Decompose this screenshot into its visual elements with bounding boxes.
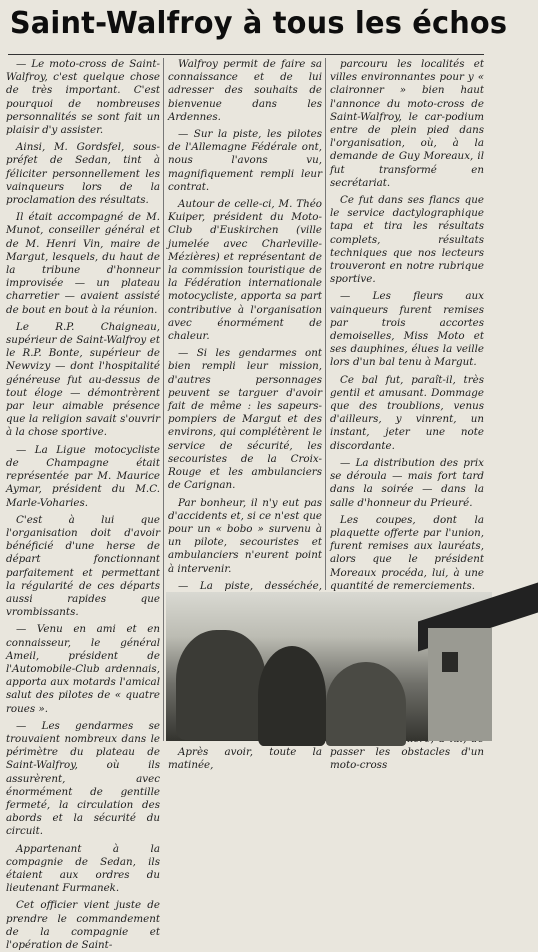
paragraph: Par bonheur, il n'y eut pas d'accidents et, si ce n'est que pour un « bobo » survenu à un pilote, secouristes et ambulanciers n'eurent point à intervenir.	[168, 496, 322, 575]
paragraph: — La Ligue motocycliste de Champagne était représentée par M. Maurice Aymar, président du M.C. Marle-Voharies.	[6, 443, 160, 509]
paragraph: Après avoir, toute la matinée,	[168, 746, 322, 772]
paragraph: — Le moto-cross de Saint-Walfroy, c'est quelque chose de très important. C'est pourquoi de nombreuses personnalités se sont fait un plaisir d'y assister.	[6, 58, 160, 137]
tree-shape	[258, 646, 326, 746]
column-2	[168, 58, 322, 772]
paragraph: Walfroy permit de faire sa connaissance et de lui adresser des souhaits de bienvenue dans les Ardennes.	[168, 58, 322, 123]
tree-shape	[326, 662, 406, 746]
column-divider	[163, 58, 164, 741]
headline: Saint-Walfroy à tous les échos	[9, 6, 508, 41]
paragraph: Ce fut dans ses flancs que le service dactylographique tapa et tira les résultats complets, résultats techniques que nos lecteurs trouveront en notre rubrique sportive.	[330, 194, 484, 286]
paragraph: Appartenant à la compagnie de Sedan, ils étaient aux ordres du lieutenant Furmanek.	[6, 842, 160, 895]
paragraph: Le R.P. Chaigneau, supérieur de Saint-Walfroy et le R.P. Bonte, supérieur de Newvizy — dont l'hospitalité généreuse fut au-dessus de tout éloge — démontrèrent par leur aimable présence que la religion savait s'ouvrir à la chose sportive.	[6, 320, 160, 439]
building-wall	[428, 628, 492, 741]
paragraph: Cet officier vient juste de prendre le commandement de la compagnie et l'opération de Saint-	[6, 899, 160, 951]
tree-shape	[176, 630, 266, 740]
headline-rule	[8, 54, 484, 55]
paragraph: passer les obstacles d'un moto-cross	[330, 746, 484, 772]
paragraph: — Si les gendarmes ont bien rempli leur mission, d'autres personnages peuvent se targuer d'avoir fait de même : les sapeurs-pompiers de Margut et des environs, qui complétèrent le service de sécurité, les secouristes de la Croix-Rouge et les ambulanciers de Carignan.	[168, 347, 322, 492]
paragraph: Ce bal fut, paraît-il, très gentil et amusant. Dommage que des troublions, venus d'ailleurs, y vinrent, un instant, jeter une note discordante.	[330, 373, 484, 452]
column-1	[6, 58, 160, 951]
paragraph: — La piste, desséchée,	[178, 579, 322, 592]
column-3	[330, 58, 484, 772]
paragraph: — Les fleurs aux vainqueurs furent remises par trois accortes demoiselles, Miss Moto et ses dauphines, élues la veille lors d'un bal tenu à Margut.	[330, 290, 484, 369]
news-photo	[166, 592, 492, 741]
paragraph: Autour de celle-ci, M. Théo Kuiper, président du Moto-Club d'Euskirchen (ville jumelée avec Charleville-Mézières) et représentant de la commission touristique de la Fédération internationale motocycliste, apporta sa part contributive à l'organisation avec énormément de chaleur.	[168, 198, 322, 343]
column-divider	[325, 58, 326, 590]
paragraph: parcouru les localités et villes environnantes pour y « claironner » bien haut l'annonce du moto-cross de Saint-Walfroy, le car-podium entre de plein pied dans l'organisation, où, à la demande de Guy Moreaux, il fut transformé en secrétariat.	[330, 58, 484, 189]
paragraph: — La distribution des prix se déroula — mais fort tard dans la soirée — dans la salle d'honneur du Prieuré.	[330, 456, 484, 509]
paragraph: Il était accompagné de M. Munot, conseiller général et de M. Henri Vin, maire de Margut, lesquels, du haut de la tribune d'honneur improvisée — un plateau charretier — avaient assisté de bout en bout à la réunion.	[6, 211, 160, 316]
paragraph: Les coupes, dont la plaquette offerte par l'union, furent remises aux lauréats, alors que le président Moreaux procéda, lui, à une quantité de remerciements.	[330, 513, 484, 592]
paragraph: Ainsi, M. Gordsfel, sous-préfet de Sedan, tint à féliciter personnellement les vainqueurs lors de la proclamation des résultats.	[6, 141, 160, 207]
paragraph: — Sur la piste, les pilotes de l'Allemagne Fédérale ont, nous l'avons vu, magnifiquement rempli leur contrat.	[168, 128, 322, 193]
headline-area	[0, 0, 508, 56]
building-window	[442, 652, 458, 672]
paragraph: C'est à lui que l'organisation doit d'avoir bénéficié d'une herse de départ fonctionnant parfaitement et permettant la régularité de ces départs aussi rapides que vrombissants.	[6, 513, 160, 619]
paragraph: — Les gendarmes se trouvaient nombreux dans le périmètre du plateau de Saint-Walfroy, où ils assurèrent, avec énormément de gentille fermeté, la circulation des abords et la sécurité du circuit.	[6, 719, 160, 838]
paragraph: — Venu en ami et en connaisseur, le général Ameil, président de l'Automobile-Club ardennais, apporta aux motards l'amical salut des pilotes de « quatre roues ».	[6, 623, 160, 715]
